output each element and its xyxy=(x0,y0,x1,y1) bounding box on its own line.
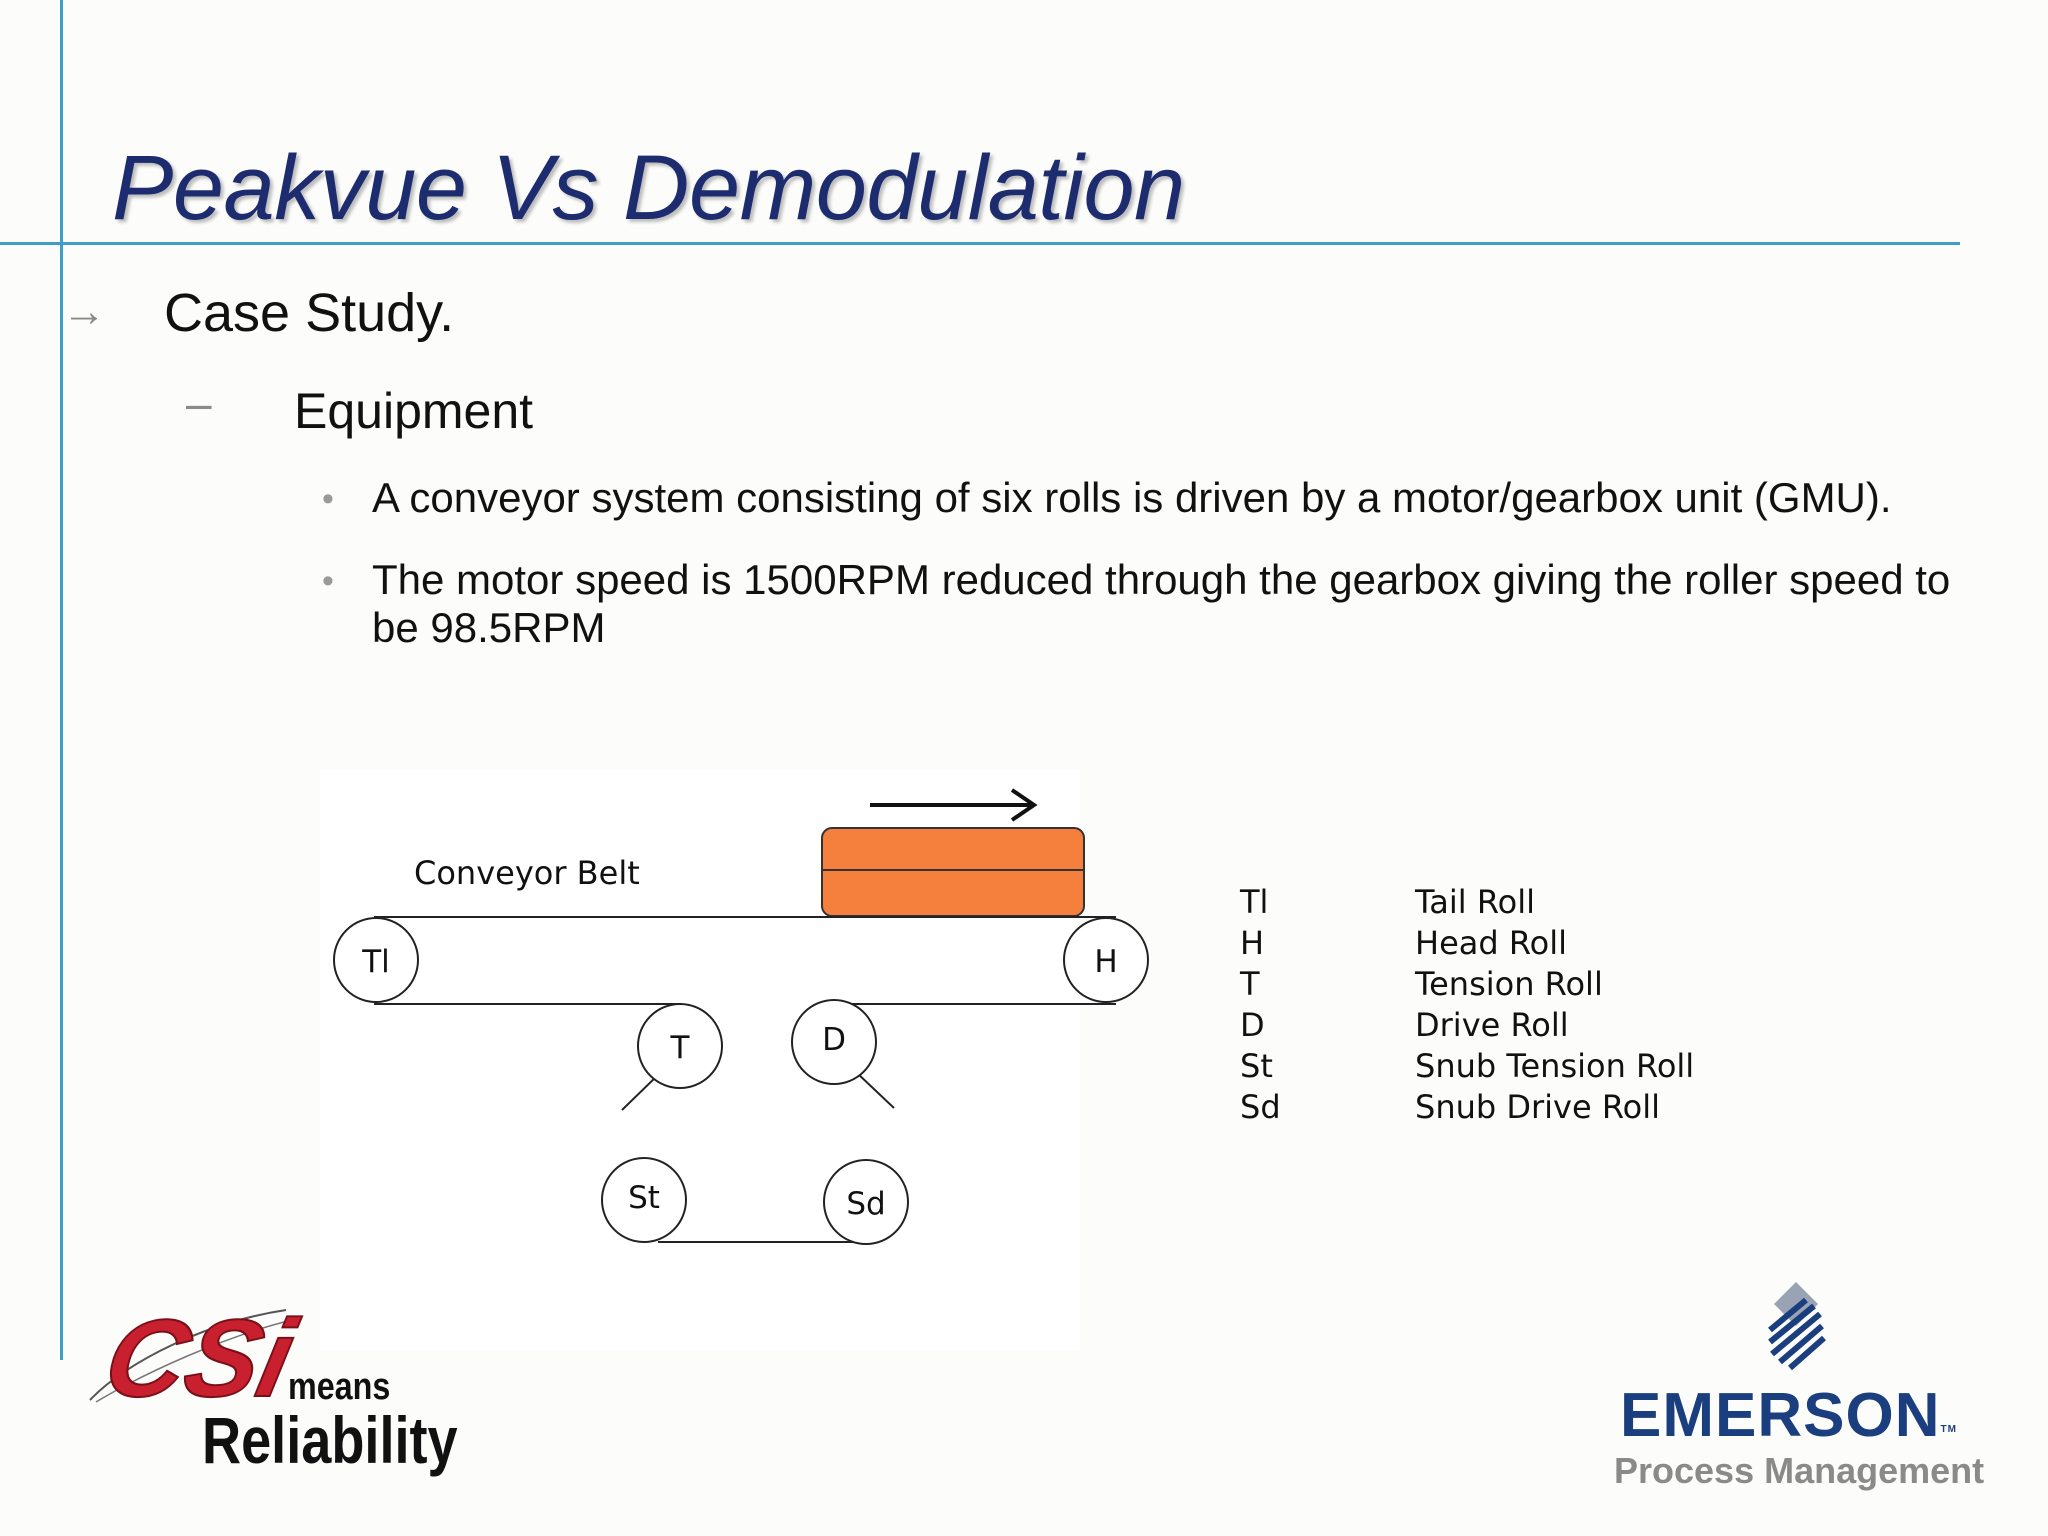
roll-tension xyxy=(638,1004,722,1088)
emerson-logo xyxy=(1600,1280,1985,1500)
bullet-equipment: Equipment xyxy=(294,383,534,439)
belt-load xyxy=(822,828,1084,916)
roll-snub-tension xyxy=(602,1158,686,1242)
svg-text:T: T xyxy=(670,1030,690,1066)
legend-abbr: Sd xyxy=(1240,1088,1281,1126)
emerson-wordmark: EMERSON™ xyxy=(1620,1381,1957,1450)
roll-head xyxy=(1064,918,1148,1002)
roll-tail xyxy=(334,918,418,1002)
csi-tagline-reliability: Reliability xyxy=(202,1403,458,1477)
emerson-subtitle: Process Management xyxy=(1614,1450,1985,1491)
roll-drive xyxy=(792,1000,876,1084)
legend-row xyxy=(1240,882,1780,923)
roll-snub-drive xyxy=(824,1160,908,1244)
svg-text:Sd: Sd xyxy=(846,1186,886,1222)
legend-abbr: H xyxy=(1240,924,1265,962)
svg-text:H: H xyxy=(1094,944,1118,980)
title-underline xyxy=(0,242,1960,245)
legend-abbr: Tl xyxy=(1240,883,1269,921)
conveyor-diagram-svg xyxy=(320,770,1118,1350)
legend-desc: Drive Roll xyxy=(1415,1006,1569,1044)
conveyor-diagram xyxy=(320,770,1118,1350)
csi-logo xyxy=(86,1296,506,1482)
legend-row xyxy=(1240,1005,1780,1046)
direction-arrow-icon xyxy=(870,790,1034,820)
emerson-mark-icon xyxy=(1736,1280,1856,1380)
conveyor-belt-label: Conveyor Belt xyxy=(414,854,640,892)
bullet-conveyor-system: A conveyor system consisting of six rolls is driven by a motor/gearbox unit (GMU). xyxy=(372,474,1892,521)
arrow-right-icon: → xyxy=(62,287,106,336)
legend-abbr: St xyxy=(1240,1047,1273,1085)
csi-tagline-means: means xyxy=(288,1366,391,1408)
legend-desc: Snub Drive Roll xyxy=(1415,1088,1660,1126)
legend-desc: Snub Tension Roll xyxy=(1415,1047,1695,1085)
roll-legend xyxy=(1240,882,1780,1128)
legend-desc: Tension Roll xyxy=(1415,965,1603,1003)
bullet-case-study: Case Study. xyxy=(164,283,455,343)
svg-text:St: St xyxy=(628,1180,660,1216)
dash-icon: – xyxy=(186,377,212,429)
legend-abbr: D xyxy=(1240,1006,1265,1044)
bullet-motor-speed: The motor speed is 1500RPM reduced through the gearbox giving the roller speed to be 98.5RPM xyxy=(372,556,1951,651)
bullet-dot-icon: • xyxy=(322,562,334,600)
slide-title: Peakvue Vs Demodulation xyxy=(112,137,1185,239)
legend-row xyxy=(1240,964,1780,1005)
bullet-dot-icon: • xyxy=(322,480,334,518)
vertical-accent-line xyxy=(60,0,63,1360)
svg-text:CSi: CSi xyxy=(94,1296,305,1420)
svg-text:Tl: Tl xyxy=(362,944,390,980)
legend-desc: Head Roll xyxy=(1415,924,1567,962)
legend-abbr: T xyxy=(1240,965,1260,1003)
legend-row xyxy=(1240,923,1780,964)
legend-desc: Tail Roll xyxy=(1415,883,1535,921)
legend-row xyxy=(1240,1046,1780,1087)
svg-text:D: D xyxy=(822,1022,846,1058)
legend-row xyxy=(1240,1087,1780,1128)
